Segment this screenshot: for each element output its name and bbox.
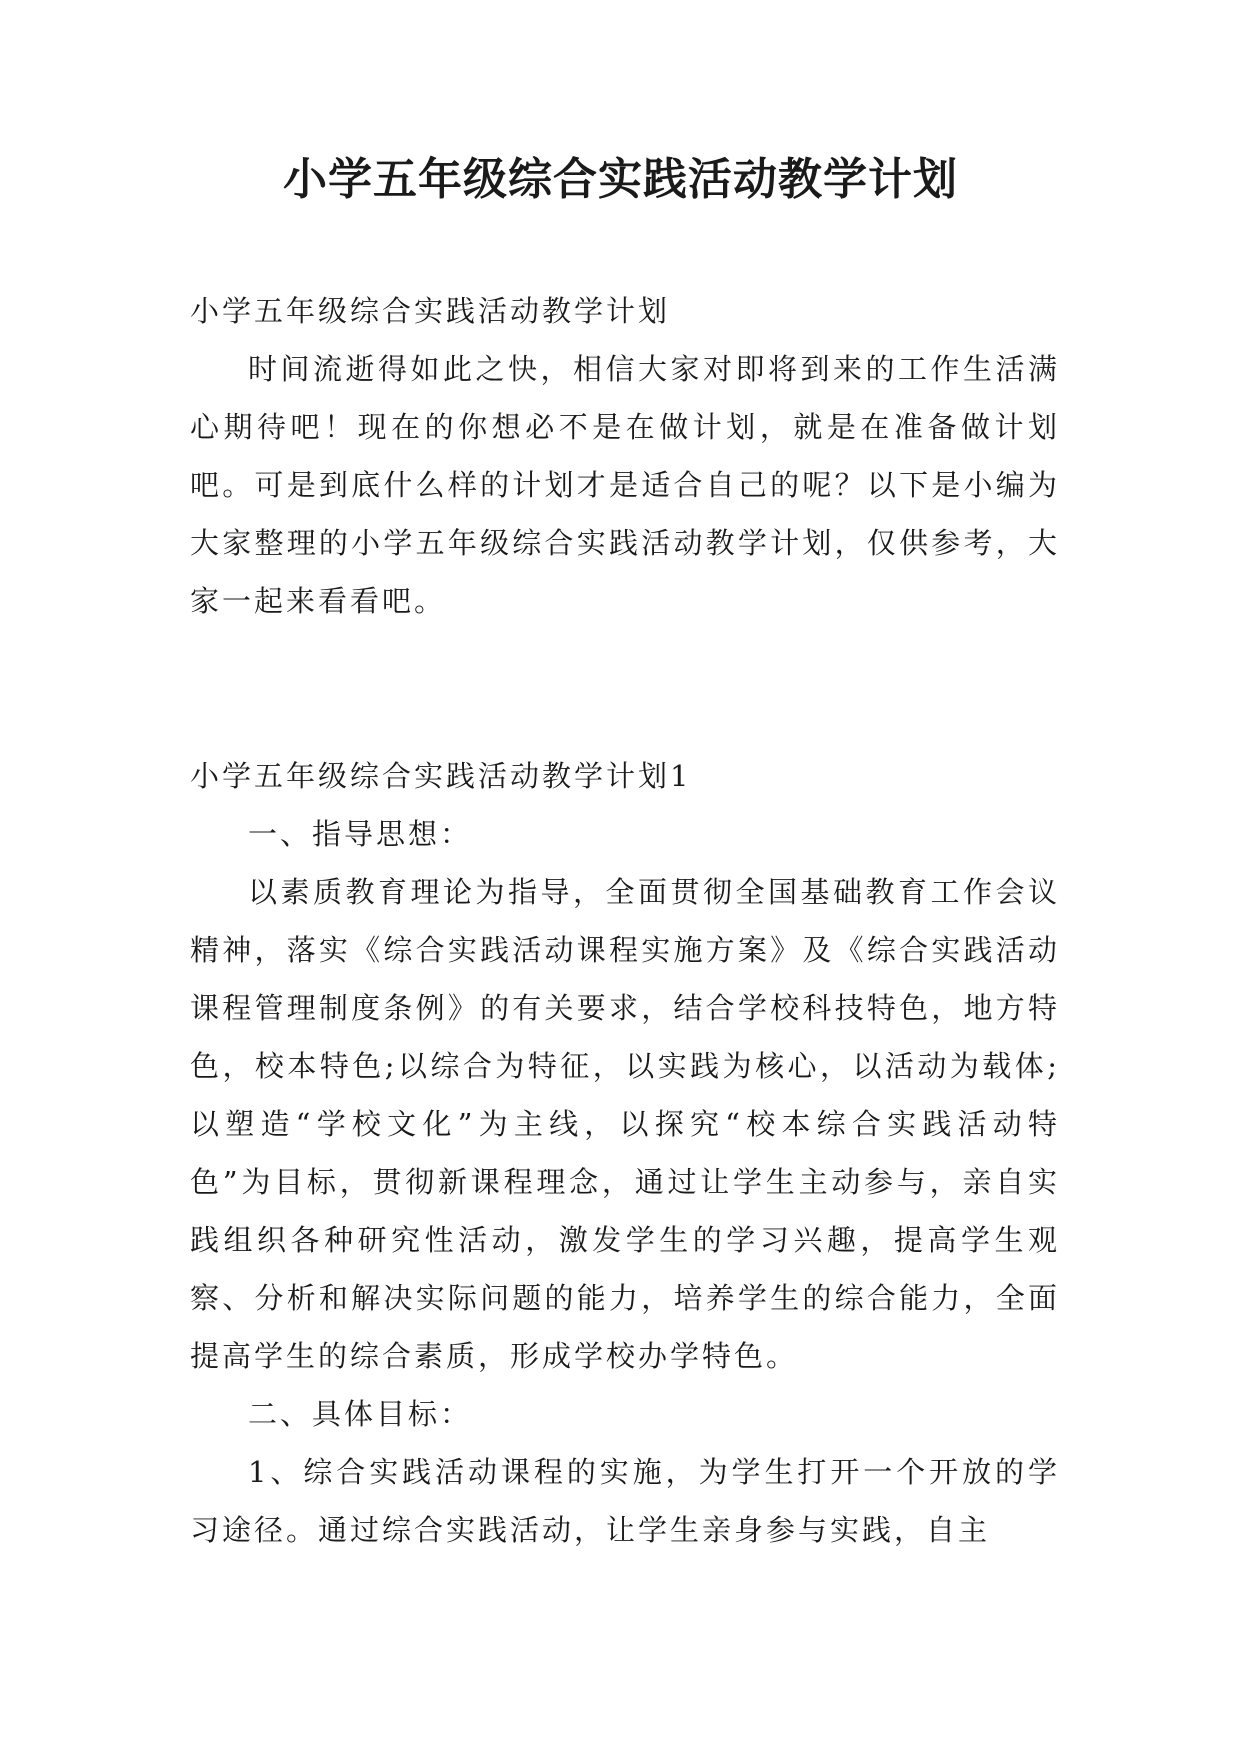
- document-body: [190, 282, 1060, 1559]
- document-title: 小学五年级综合实践活动教学计划: [283, 154, 958, 205]
- goal-1-paragraph: 1、综合实践活动课程的实施，为学生打开一个开放的学习途径。通过综合实践活动，让学生亲身参与实践，自主: [190, 1455, 1060, 1547]
- goals-heading: 二、具体目标：: [248, 1397, 473, 1431]
- intro-paragraph: 时间流逝得如此之快，相信大家对即将到来的工作生活满心期待吧！现在的你想必不是在做计划，就是在准备做计划吧。可是到底什么样的计划才是适合自己的呢？以下是小编为大家整理的小学五年级综合实践活动教学计划，仅供参考，大家一起来看看吧。: [190, 352, 1060, 618]
- section-heading: 小学五年级综合实践活动教学计划1: [190, 759, 692, 793]
- guiding-paragraph: 以素质教育理论为指导，全面贯彻全国基础教育工作会议精神，落实《综合实践活动课程实施方案》及《综合实践活动课程管理制度条例》的有关要求，结合学校科技特色，地方特色，校本特色;以综合为特征，以实践为核心，以活动为载体;以塑造“学校文化”为主线，以探究“校本综合实践活动特色”为目标，贯彻新课程理念，通过让学生主动参与，亲自实践组织各种研究性活动，激发学生的学习兴趣，提高学生观察、分析和解决实际问题的能力，培养学生的综合能力，全面提高学生的综合素质，形成学校办学特色。: [190, 875, 1060, 1373]
- section-spacer: [190, 630, 1060, 747]
- guiding-heading: 一、指导思想：: [248, 817, 473, 851]
- intro-heading: 小学五年级综合实践活动教学计划: [190, 294, 671, 328]
